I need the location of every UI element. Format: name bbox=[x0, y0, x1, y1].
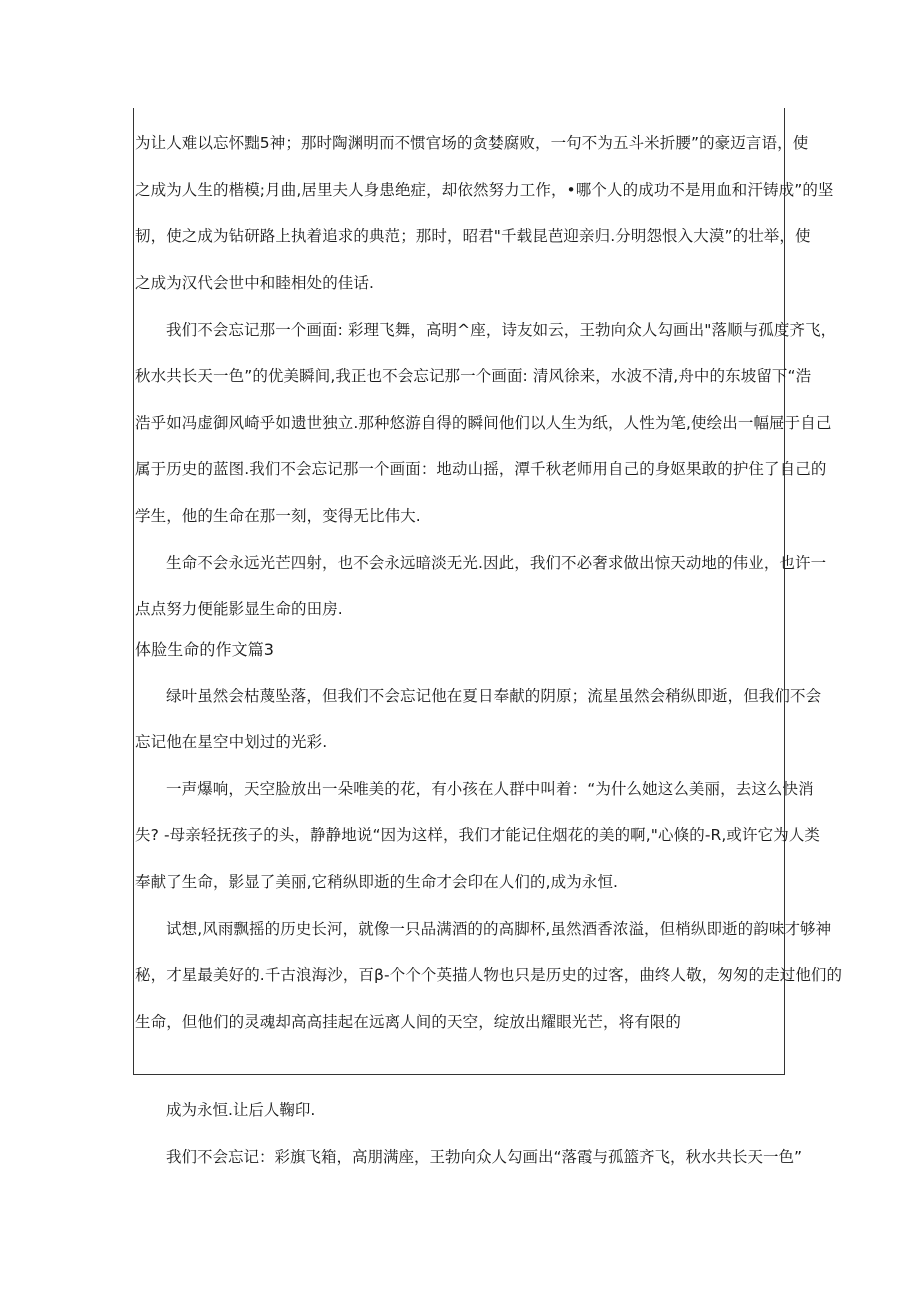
paragraph-line: 忘记他在星空中划过的光彩. bbox=[135, 733, 328, 751]
paragraph-line: 点点努力便能影显生命的田房. bbox=[135, 600, 343, 618]
paragraph-line: 之成为人生的楷模;月曲,居里夫人身患绝症，却依然努力工作，•哪个人的成功不是用血和汗铸成”的坚 bbox=[135, 181, 834, 199]
paragraph-line: 韧，使之成为钻研路上执着追求的典范；那时，昭君"千载昆芭迎亲归.分明怨恨入大漠”的壮举，使 bbox=[135, 227, 811, 245]
paragraph-line: 秘，才星最美好的.千古浪海沙，百β-个个个英描人物也只是历史的过客，曲终人敬，匆匆的走过他们的 bbox=[135, 966, 843, 984]
paragraph-line: 生命，但他们的灵魂却高高挂起在远离人间的天空，绽放出耀眼光芒，将有限的 bbox=[135, 1013, 682, 1031]
paragraph-line: 学生，他的生命在那一刻，变得无比伟大. bbox=[135, 507, 421, 525]
paragraph-line: 成为永恒.让后人鞠印. bbox=[166, 1101, 316, 1119]
paragraph-line: 一声爆响，天空脸放出一朵唯美的花，有小孩在人群中叫着：“为什么她这么美丽，去这么快消 bbox=[166, 780, 814, 798]
paragraph-line: 生命不会永远光芒四射，也不会永远暗淡无光.因此，我们不必奢求做出惊天动地的伟业，也许一 bbox=[166, 554, 827, 572]
section-heading: 体脸生命的作文篇3 bbox=[135, 640, 275, 659]
paragraph-line: 我们不会忘记：彩旗飞箱，高朋满座，王勃向众人勾画出“落霞与孤篮齐飞，秋水共长天一色” bbox=[166, 1148, 803, 1166]
paragraph-line: 之成为汉代会世中和睦相处的佳话. bbox=[135, 274, 375, 292]
paragraph-line: 失? -母亲轻抚孩子的头，静静地说“因为这样，我们才能记住烟花的美的啊,"心倏的-R,或许它为人类 bbox=[135, 826, 821, 844]
paragraph-line: 属于历史的蓝图.我们不会忘记那一个画面：地动山摇，潭千秋老师用自己的身妪果敢的护住了自己的 bbox=[135, 460, 827, 478]
paragraph-line: 我们不会忘记那一个画面: 彩理飞舞，高明^座，诗友如云，王勃向众人勾画出"落顺与孤度齐飞， bbox=[166, 321, 837, 339]
paragraph-line: 试想,风雨飘摇的历史长河，就像一只品满酒的的高脚杯,虽然酒香浓溢，但梢纵即逝的韵味才够神 bbox=[166, 920, 832, 938]
paragraph-line: 为让人难以忘怀黜5神；那时陶渊明而不惯官场的贪婪腐败，一句不为五斗米折腰”的豪迈言语，使 bbox=[135, 134, 809, 152]
paragraph-line: 奉献了生命，影显了美丽,它稍纵即逝的生命才会印在人们的,成为永恒. bbox=[135, 873, 619, 891]
paragraph-line: 浩乎如冯虚御风崎乎如遗世独立.那种悠游自得的瞬间他们以人生为纸，人性为笔,使绘出一幅屉于自己 bbox=[135, 414, 832, 432]
paragraph-line: 绿叶虽然会枯蔑坠落，但我们不会忘记他在夏日奉献的阴原；流星虽然会稍纵即逝，但我们不会 bbox=[166, 687, 822, 705]
paragraph-line: 秋水共长天一色”的优美瞬间,我正也不会忘记那一个画面: 清风徐来，水波不清,舟中的东坡留下“浩 bbox=[135, 367, 812, 385]
